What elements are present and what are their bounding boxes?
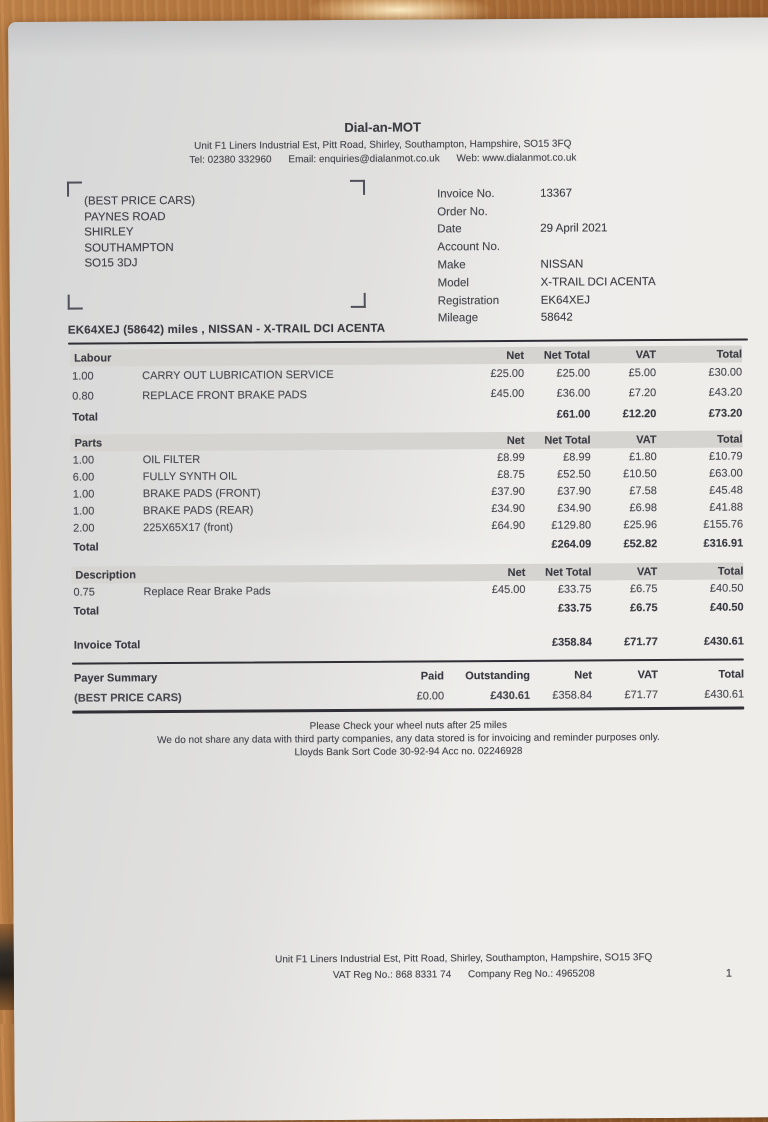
payer-summary-label: Payer Summary bbox=[73, 672, 158, 685]
crop-mark-bottom-right bbox=[351, 293, 366, 308]
vat-cell: £10.50 bbox=[623, 467, 657, 480]
net-total-cell: £264.09 bbox=[551, 538, 592, 551]
company-web: Web: www.dialanmot.co.uk bbox=[456, 152, 577, 165]
net-total-cell: £52.50 bbox=[557, 467, 591, 481]
total-cell: £316.91 bbox=[703, 537, 744, 550]
column-header-outstanding: Outstanding bbox=[465, 670, 531, 683]
vat-cell: £12.20 bbox=[622, 408, 657, 421]
description-cell: FULLY SYNTH OIL bbox=[142, 470, 238, 483]
invoice-notes bbox=[72, 717, 744, 760]
company-header bbox=[9, 117, 757, 167]
net-cell: £45.00 bbox=[491, 583, 526, 596]
total-cell: £40.50 bbox=[709, 601, 744, 614]
invoice-total-net: £358.84 bbox=[551, 636, 592, 649]
total-cell: £30.00 bbox=[708, 366, 743, 379]
recipient-line: SOUTHAMPTON bbox=[84, 241, 174, 255]
total-cell: £45.48 bbox=[709, 484, 743, 497]
column-header-vat: VAT bbox=[636, 565, 658, 578]
footer-registration bbox=[144, 965, 768, 984]
detail-label: Order No. bbox=[437, 205, 488, 219]
divider-rule bbox=[72, 659, 744, 665]
total-cell: £41.88 bbox=[709, 501, 744, 514]
vat-cell: £7.20 bbox=[628, 387, 657, 400]
qty-cell: 6.00 bbox=[72, 470, 95, 484]
detail-label: Invoice No. bbox=[437, 187, 495, 201]
net-cell: £37.90 bbox=[491, 485, 525, 498]
detail-label: Model bbox=[437, 277, 469, 290]
invoice-total-gross: £430.61 bbox=[703, 635, 744, 648]
net-cell: £45.00 bbox=[490, 387, 525, 401]
total-label: Total bbox=[73, 541, 99, 554]
description-total-row bbox=[72, 597, 744, 623]
recipient-line: SO15 3DJ bbox=[84, 257, 138, 270]
recipient-line: PAYNES ROAD bbox=[84, 210, 166, 224]
invoice-total-row bbox=[72, 631, 744, 657]
description-cell: REPLACE FRONT BRAKE PADS bbox=[142, 389, 307, 403]
qty-cell: 1.00 bbox=[72, 487, 95, 501]
divider-rule bbox=[68, 338, 748, 345]
detail-row-date bbox=[437, 220, 655, 239]
net-cell: £25.00 bbox=[490, 367, 525, 381]
recipient-line: SHIRLEY bbox=[84, 226, 134, 239]
vat-cell: £7.58 bbox=[629, 484, 657, 497]
note-bank-details: Lloyds Bank Sort Code 30-92-94 Acc no. 02246928 bbox=[294, 745, 523, 759]
net-total-cell: £34.90 bbox=[557, 501, 592, 515]
vehicle-model: X-TRAIL DCI ACENTA bbox=[540, 275, 656, 289]
net-total-cell: £61.00 bbox=[556, 408, 591, 421]
crop-mark-bottom-left bbox=[68, 295, 83, 310]
detail-label: Registration bbox=[437, 294, 500, 308]
net-total-cell: £8.99 bbox=[563, 450, 591, 464]
detail-row-invoice-no bbox=[437, 184, 655, 203]
company-address: Unit F1 Liners Industrial Est, Pitt Road, Shirley, Southampton, Hampshire, SO15 3FQ bbox=[194, 138, 572, 152]
total-cell: £73.20 bbox=[708, 407, 743, 420]
vehicle-make: NISSAN bbox=[540, 258, 584, 271]
crop-mark-top-right bbox=[350, 180, 365, 195]
column-header-vat: VAT bbox=[637, 669, 659, 682]
vat-cell: £5.00 bbox=[628, 367, 657, 380]
total-label: Total bbox=[72, 411, 98, 424]
detail-label: Make bbox=[437, 259, 466, 272]
net-cell: £34.90 bbox=[491, 502, 526, 515]
qty-cell: 1.00 bbox=[72, 504, 95, 518]
detail-row-registration bbox=[438, 291, 656, 310]
invoice-details bbox=[437, 184, 656, 328]
company-contact bbox=[9, 151, 757, 167]
vat-cell: £6.75 bbox=[629, 582, 658, 595]
net-cell: £8.75 bbox=[497, 468, 525, 481]
company-tel: Tel: 02380 332960 bbox=[189, 154, 272, 166]
description-cell: BRAKE PADS (FRONT) bbox=[142, 486, 261, 500]
invoice-paper bbox=[8, 17, 768, 1122]
note-data-policy: We do not share any data with third party companies, any data stored is for invoicing and reminder purposes only. bbox=[157, 731, 660, 746]
description-cell: BRAKE PADS (REAR) bbox=[142, 504, 254, 517]
column-header-paid: Paid bbox=[420, 670, 445, 683]
total-cell: £155.76 bbox=[703, 518, 744, 531]
description-cell: OIL FILTER bbox=[142, 453, 201, 466]
recipient-line: (BEST PRICE CARS) bbox=[84, 194, 196, 208]
vehicle-summary-line: EK64XEJ (58642) miles , NISSAN - X-TRAIL DCI ACENTA bbox=[67, 322, 386, 337]
detail-label: Mileage bbox=[437, 312, 479, 325]
net-value: £358.84 bbox=[552, 689, 593, 703]
column-header-total: Total bbox=[716, 348, 743, 361]
column-header-net-total: Net Total bbox=[544, 433, 591, 447]
vat-cell: £1.80 bbox=[629, 450, 657, 463]
net-total-cell: £33.75 bbox=[557, 582, 592, 596]
vehicle-registration: EK64XEJ bbox=[540, 294, 590, 307]
page-number: 1 bbox=[725, 967, 732, 980]
column-header-net: Net bbox=[506, 434, 525, 447]
column-header-total: Total bbox=[717, 433, 743, 446]
invoice-number: 13367 bbox=[540, 187, 573, 200]
detail-row-mileage bbox=[438, 309, 656, 328]
recipient-address-block bbox=[67, 180, 366, 310]
qty-cell: 1.00 bbox=[72, 453, 95, 467]
company-reg-number: Company Reg No.: 4965208 bbox=[468, 967, 595, 980]
invoice-total-label: Invoice Total bbox=[73, 639, 141, 652]
total-label: Total bbox=[73, 605, 100, 618]
net-cell: £64.90 bbox=[491, 519, 526, 532]
qty-cell: 0.80 bbox=[72, 390, 94, 403]
total-cell: £40.50 bbox=[709, 582, 744, 595]
vat-reg-number: VAT Reg No.: 868 8331 74 bbox=[332, 968, 452, 981]
payer-name: (BEST PRICE CARS) bbox=[74, 692, 182, 705]
net-total-cell: £36.00 bbox=[556, 387, 591, 400]
column-header-net-total: Net Total bbox=[543, 348, 591, 362]
total-cell: £43.20 bbox=[708, 386, 743, 399]
paid-value: £0.00 bbox=[416, 690, 445, 703]
total-cell: £10.79 bbox=[708, 450, 743, 463]
detail-row-make bbox=[437, 255, 655, 274]
column-header-net-total: Net Total bbox=[545, 565, 592, 579]
net-cell: £8.99 bbox=[497, 451, 525, 464]
detail-row-order-no bbox=[437, 202, 655, 221]
crop-mark-top-left bbox=[67, 182, 82, 197]
payer-summary-values bbox=[72, 685, 744, 709]
column-header-net: Net bbox=[574, 669, 593, 682]
description-cell: CARRY OUT LUBRICATION SERVICE bbox=[142, 369, 334, 383]
note-wheel-nuts: Please Check your wheel nuts after 25 miles bbox=[309, 719, 507, 732]
vat-cell: £6.98 bbox=[629, 501, 658, 514]
recipient-address bbox=[84, 194, 195, 273]
labour-section-title: Labour bbox=[74, 351, 112, 365]
vat-value: £71.77 bbox=[624, 689, 659, 702]
company-name: Dial-an-MOT bbox=[344, 119, 421, 135]
vat-cell: £6.75 bbox=[630, 602, 658, 615]
column-header-vat: VAT bbox=[635, 348, 657, 361]
detail-row-model bbox=[438, 273, 656, 292]
column-header-net: Net bbox=[507, 566, 526, 579]
vat-cell: £52.82 bbox=[623, 538, 658, 551]
footer-address: Unit F1 Liners Industrial Est, Pitt Road, Shirley, Southampton, Hampshire, SO15 3FQ bbox=[275, 952, 653, 966]
invoice-date: 29 April 2021 bbox=[540, 222, 608, 236]
invoice-tables bbox=[70, 346, 744, 761]
description-section-title: Description bbox=[75, 568, 136, 582]
total-value: £430.61 bbox=[704, 688, 745, 702]
company-email: Email: enquiries@dialanmot.co.uk bbox=[288, 153, 440, 166]
detail-row-account-no bbox=[437, 237, 655, 256]
qty-cell: 2.00 bbox=[73, 521, 95, 535]
detail-label: Account No. bbox=[437, 241, 501, 254]
net-total-cell: £25.00 bbox=[556, 367, 591, 380]
column-header-total: Total bbox=[718, 668, 745, 682]
parts-section-title: Parts bbox=[74, 436, 103, 450]
invoice-total-vat: £71.77 bbox=[624, 636, 658, 649]
qty-cell: 0.75 bbox=[73, 585, 95, 599]
total-cell: £63.00 bbox=[709, 467, 743, 480]
qty-cell: 1.00 bbox=[72, 370, 94, 383]
outstanding-value: £430.61 bbox=[490, 690, 531, 703]
page-footer bbox=[144, 949, 768, 984]
net-total-cell: £129.80 bbox=[551, 518, 592, 532]
column-header-total: Total bbox=[717, 565, 744, 578]
vat-cell: £25.96 bbox=[623, 518, 658, 531]
description-cell: Replace Rear Brake Pads bbox=[143, 584, 271, 598]
column-header-vat: VAT bbox=[636, 433, 657, 446]
net-total-cell: £33.75 bbox=[557, 602, 592, 615]
net-total-cell: £37.90 bbox=[557, 484, 591, 498]
vehicle-mileage: 58642 bbox=[540, 312, 573, 325]
description-cell: 225X65X17 (front) bbox=[143, 521, 234, 534]
column-header-net: Net bbox=[506, 349, 525, 362]
detail-label: Date bbox=[437, 223, 462, 236]
